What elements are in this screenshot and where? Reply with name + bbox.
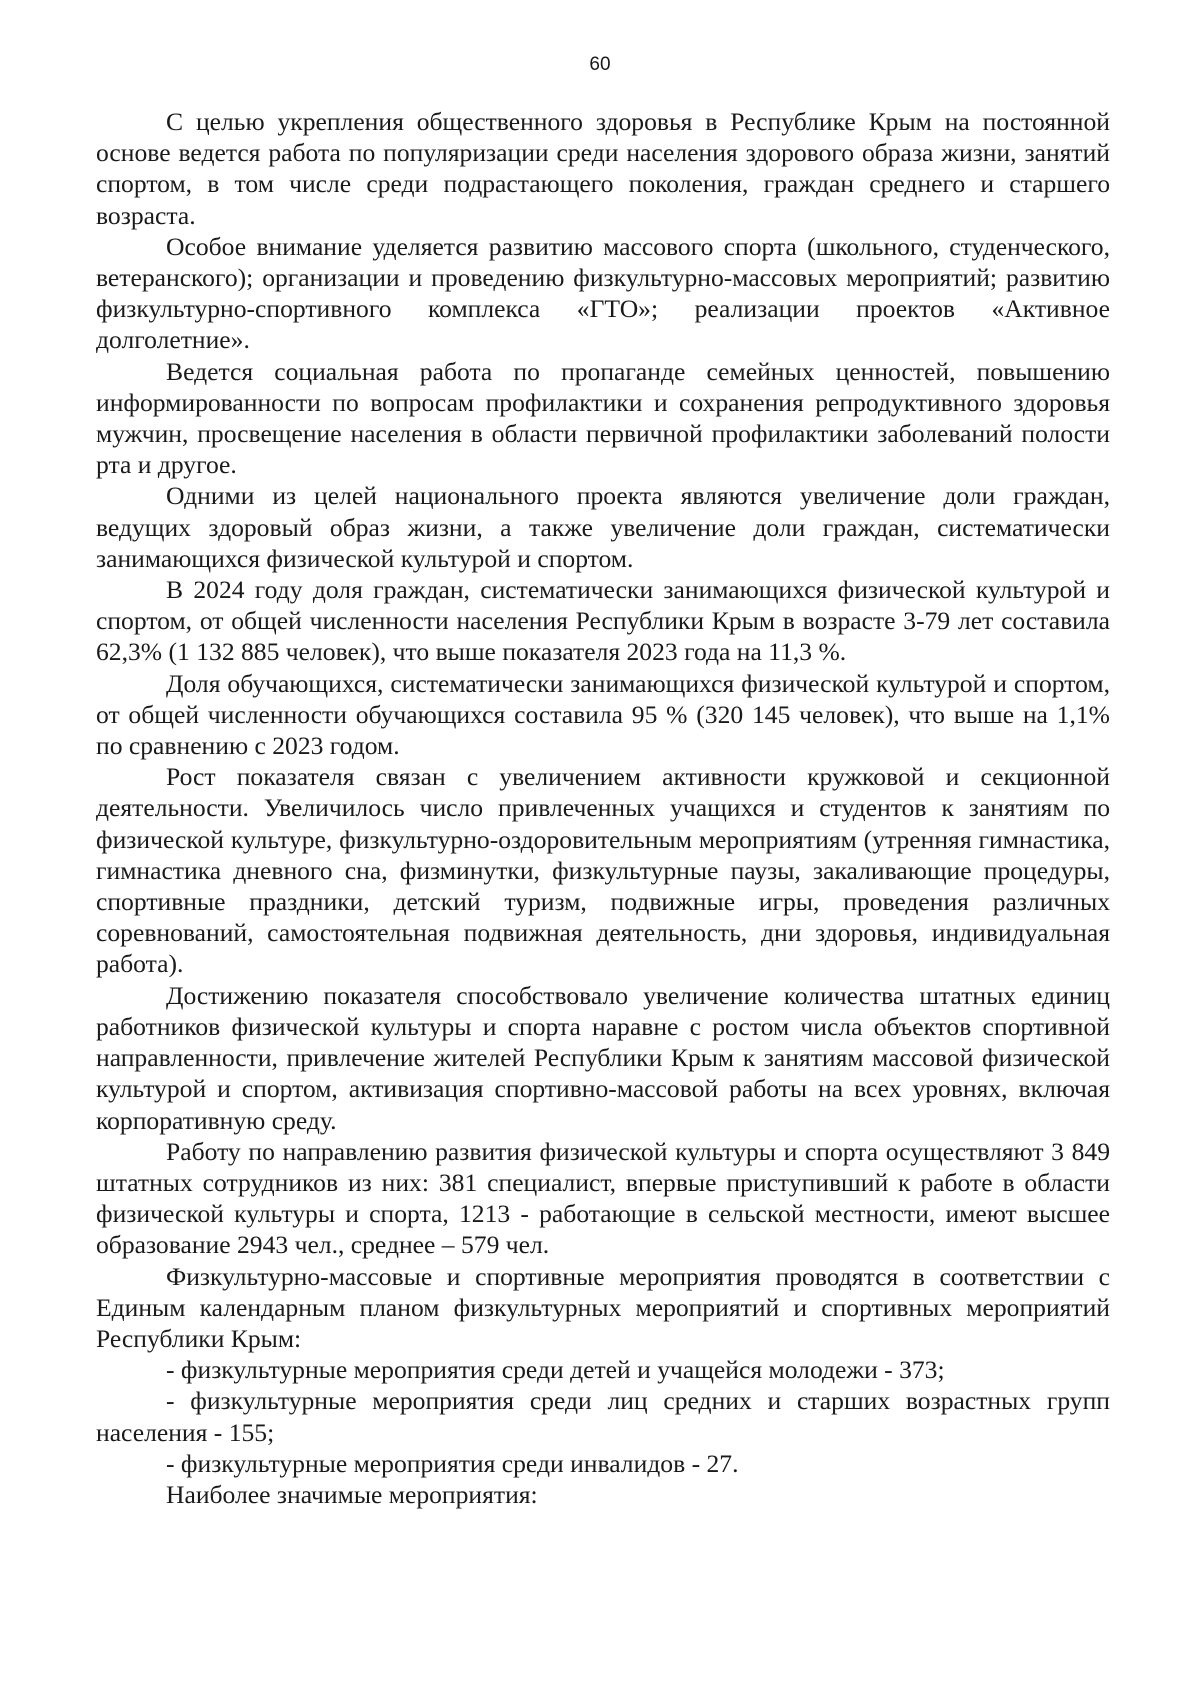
closing-line: Наиболее значимые мероприятия: — [166, 1479, 538, 1509]
paragraph-national-project: Одними из целей национального проекта являются увеличение доли граждан, ведущих здоровый образ жизни, а также увеличение доли граждан, систематически занимающихся физической культурой и спортом. — [96, 481, 1110, 573]
list-item-children: - физкультурные мероприятия среди детей и учащейся молодежи - 373; — [166, 1355, 945, 1385]
paragraph-social-work: Ведется социальная работа по пропаганде семейных ценностей, повышению информированности по вопросам профилактики и сохранения репродуктивного здоровья мужчин, просвещение населения в области первичной профилактики заболеваний полости рта и другое. — [96, 356, 1110, 480]
list-item-middle-older: - физкультурные мероприятия среди лиц средних и старших возрастных групп населения - 155; — [96, 1386, 1110, 1447]
paragraph-staff: Работу по направлению развития физической культуры и спорта осуществляют 3 849 штатных сотрудников из них: 381 специалист, впервые приступивший к работе в области физической культуры и спорта, 1213 - работающие в сельской местности, имеют высшее образование 2943 чел., среднее – 579 чел. — [96, 1136, 1110, 1260]
document-body — [96, 106, 1110, 1510]
page-number: 60 — [589, 54, 611, 75]
paragraph-public-health: С целью укрепления общественного здоровья в Республике Крым на постоянной основе ведется работа по популяризации среди населения здорового образа жизни, занятий спортом, в том числе среди подрастающего поколения, граждан среднего и старшего возраста. — [96, 107, 1110, 230]
paragraph-mass-sport: Особое внимание уделяется развитию массового спорта (школьного, студенческого, ветеранского); организации и проведению физкультурно-массовых мероприятий; развитию физкультурно-спортивного комплекса «ГТО»; реализации проектов «Активное долголетние». — [96, 231, 1110, 355]
paragraph-students-share: Доля обучающихся, систематически занимающихся физической культурой и спортом, от общей численности обучающихся составила 95 % (320 145 человек), что выше на 1,1% по сравнению с 2023 годом. — [96, 668, 1110, 761]
paragraph-growth-reasons: Рост показателя связан с увеличением активности кружковой и секционной деятельности. Увеличилось число привлеченных учащихся и студентов к занятиям по физической культуре, физкультурно-оздоровительным мероприятиям (утренняя гимнастика, гимнастика дневного сна, физминутки, физкультурные паузы, закаливающие процедуры, спортивные праздники, детский туризм, подвижные игры, проведения различных соревнований, самостоятельная подвижная деятельность, дни здоровья, индивидуальная работа). — [96, 762, 1110, 979]
paragraph-calendar-plan: Физкультурно-массовые и спортивные мероприятия проводятся в соответствии с Единым календарным планом физкультурных мероприятий и спортивных мероприятий Республики Крым: — [96, 1261, 1110, 1353]
paragraph-2024-share: В 2024 году доля граждан, систематически занимающихся физической культурой и спортом, от общей численности населения Республики Крым в возрасте 3-79 лет составила 62,3% (1 132 885 человек), что выше показателя 2023 года на 11,3 %. — [96, 575, 1110, 667]
paragraph-achievement: Достижению показателя способствовало увеличение количества штатных единиц работников физической культуры и спорта наравне с ростом числа объектов спортивной направленности, привлечение жителей Республики Крым к занятиям массовой физической культурой и спортом, активизация спортивно-массовой работы на всех уровнях, включая корпоративную среду. — [96, 980, 1110, 1135]
list-item-disabled: - физкультурные мероприятия среди инвалидов - 27. — [166, 1448, 739, 1478]
